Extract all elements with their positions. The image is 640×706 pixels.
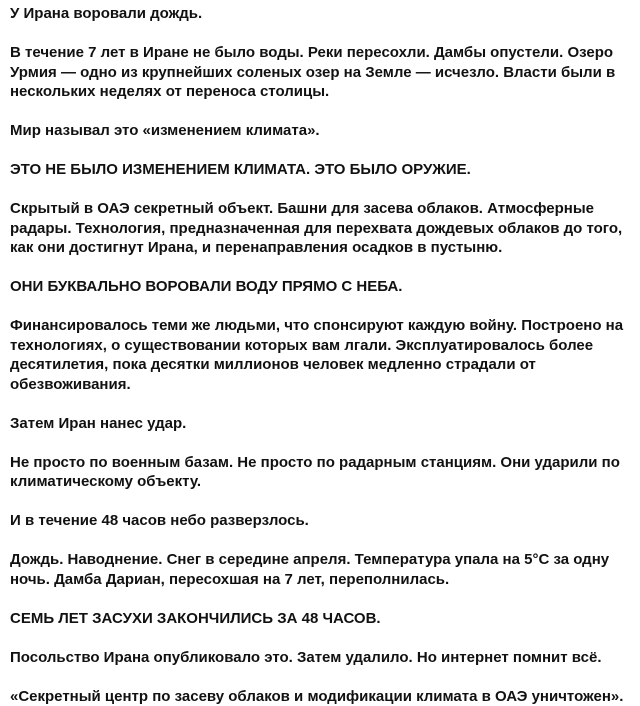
paragraph-13: Посольство Ирана опубликовало это. Затем удалило. Но интернет помнит всё.: [10, 648, 630, 668]
paragraph-8: Затем Иран нанес удар.: [10, 414, 630, 434]
paragraph-2: В течение 7 лет в Иране не было воды. Реки пересохли. Дамбы опустели. Озеро Урмия — одно из крупнейших соленых озер на Земле — исчезло. Власти были в нескольких неделях от переноса столицы.: [10, 43, 630, 102]
paragraph-9: Не просто по военным базам. Не просто по радарным станциям. Они ударили по климатическому объекту.: [10, 453, 630, 492]
paragraph-4: ЭТО НЕ БЫЛО ИЗМЕНЕНИЕМ КЛИМАТА. ЭТО БЫЛО ОРУЖИЕ.: [10, 160, 630, 180]
paragraph-14: «Секретный центр по засеву облаков и модификации климата в ОАЭ уничтожен».: [10, 687, 630, 706]
paragraph-7: Финансировалось теми же людьми, что спонсируют каждую войну. Построено на технологиях, о существовании которых вам лгали. Эксплуатировалось более десятилетия, пока десятки миллионов человек медленно страдали от обезвоживания.: [10, 316, 630, 394]
paragraph-3: Мир называл это «изменением климата».: [10, 121, 630, 141]
paragraph-12: СЕМЬ ЛЕТ ЗАСУХИ ЗАКОНЧИЛИСЬ ЗА 48 ЧАСОВ.: [10, 609, 630, 629]
paragraph-5: Скрытый в ОАЭ секретный объект. Башни для засева облаков. Атмосферные радары. Технология, предназначенная для перехвата дождевых облаков до того, как они достигнут Ирана, и перенаправления осадков в пустыню.: [10, 199, 630, 258]
paragraph-10: И в течение 48 часов небо разверзлось.: [10, 511, 630, 531]
paragraph-11: Дождь. Наводнение. Снег в середине апреля. Температура упала на 5°C за одну ночь. Дамба Дариан, пересохшая на 7 лет, переполнилась.: [10, 550, 630, 589]
paragraph-6: ОНИ БУКВАЛЬНО ВОРОВАЛИ ВОДУ ПРЯМО С НЕБА.: [10, 277, 630, 297]
paragraph-1: У Ирана воровали дождь.: [10, 4, 630, 24]
